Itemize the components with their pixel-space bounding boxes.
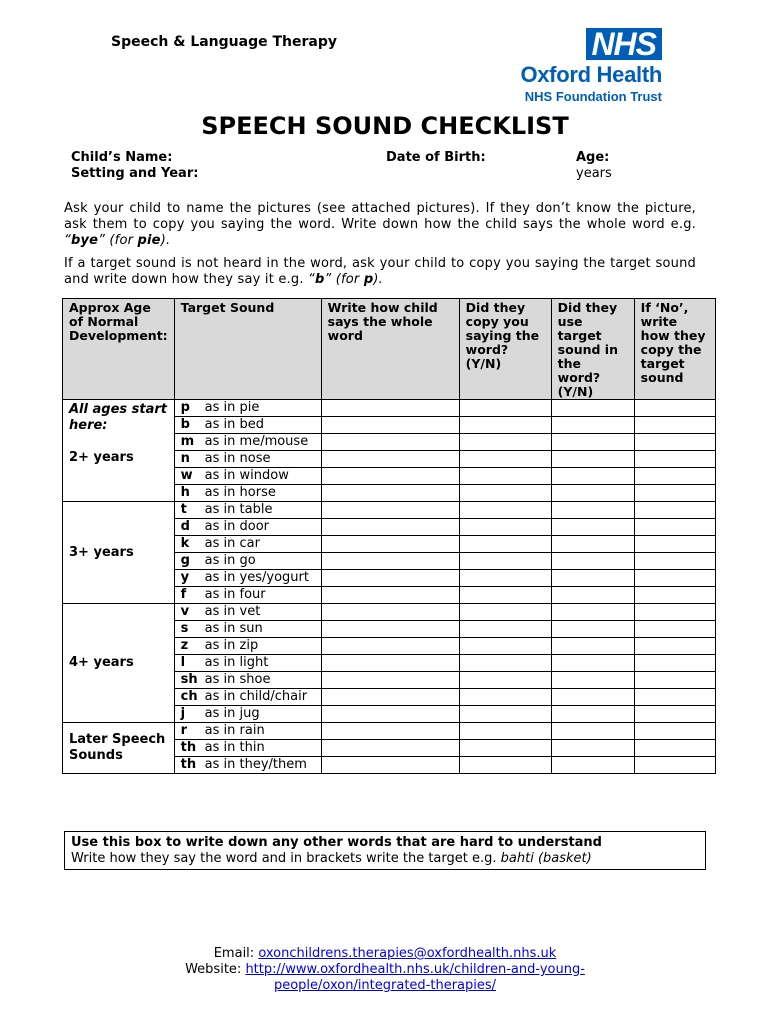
setting-year-label: Setting and Year: [71, 166, 199, 181]
answer-slot[interactable] [635, 484, 715, 501]
sound-example: as in rain [204, 723, 265, 738]
table-row [63, 400, 716, 502]
age-group-label: 4+ years [69, 655, 134, 670]
answer-slot[interactable] [635, 586, 715, 603]
sound-example: as in sun [204, 621, 263, 636]
sound-example: as in pie [204, 400, 260, 415]
target-sound-item [175, 450, 321, 467]
answer-word-cell[interactable] [321, 400, 459, 502]
website-link[interactable]: http://www.oxfordhealth.nhs.uk/children-and-young-people/oxon/integrated-therapies/ [245, 962, 585, 993]
notes-box-example: bahti (basket) [500, 851, 592, 866]
answer-slot[interactable] [635, 671, 715, 688]
email-link[interactable]: oxonchildrens.therapies@oxfordhealth.nhs.uk [258, 946, 557, 961]
header-copied: Did they copy you saying the word? (Y/N) [459, 299, 551, 400]
answer-slot[interactable] [635, 552, 715, 569]
sound-example: as in yes/yogurt [204, 570, 309, 585]
age-group-label: Later Speech Sounds [69, 732, 166, 763]
answer-used-cell[interactable] [551, 400, 634, 502]
age-unit: years [576, 166, 612, 181]
answer-slot[interactable] [460, 671, 551, 688]
target-sound-item [175, 518, 321, 535]
instruction-paragraph-2: If a target sound is not heard in the word, ask your child to copy you saying the target sound and write down how they say it e.g. “b” (for p). [64, 256, 696, 287]
sound-example: as in child/chair [204, 689, 308, 704]
answer-copied-cell[interactable] [459, 502, 551, 604]
answer-slot[interactable] [460, 756, 551, 773]
target-sound-item [175, 552, 321, 569]
age-intro-label: All ages start here: [69, 402, 168, 433]
target-sound-item [175, 739, 321, 756]
answer-slot[interactable] [322, 620, 459, 637]
answer-slot[interactable] [322, 433, 459, 450]
sound-letter: g [180, 553, 190, 568]
answer-if-no-cell[interactable] [634, 400, 715, 502]
answer-slot[interactable] [552, 450, 634, 467]
answer-slot[interactable] [552, 484, 634, 501]
footer [0, 946, 770, 994]
answer-slot[interactable] [460, 739, 551, 756]
answer-if-no-cell[interactable] [634, 723, 715, 774]
age-group-cell [63, 723, 175, 774]
answer-slot[interactable] [460, 502, 551, 518]
sound-example: as in car [204, 536, 260, 551]
answer-slot[interactable] [460, 723, 551, 739]
department-name: Speech & Language Therapy [111, 34, 337, 50]
answer-slot[interactable] [635, 535, 715, 552]
answer-slot[interactable] [322, 637, 459, 654]
answer-copied-cell[interactable] [459, 400, 551, 502]
target-sound-item [175, 484, 321, 501]
sound-example: as in me/mouse [204, 434, 309, 449]
answer-slot[interactable] [322, 688, 459, 705]
footer-email: Email: oxonchildrens.therapies@oxfordhealth.nhs.uk [213, 946, 557, 961]
target-sound-item [175, 723, 321, 739]
sound-example: as in door [204, 519, 270, 534]
sound-letter: w [180, 468, 193, 483]
answer-slot[interactable] [322, 604, 459, 620]
answer-slot[interactable] [552, 705, 634, 722]
answer-copied-cell[interactable] [459, 604, 551, 723]
notes-box-text: Write how they say the word and in brackets write the target e.g. bahti (basket) [71, 851, 592, 866]
answer-slot[interactable] [322, 671, 459, 688]
answer-slot[interactable] [460, 637, 551, 654]
sound-example: as in bed [204, 417, 265, 432]
answer-slot[interactable] [635, 604, 715, 620]
target-sound-item [175, 637, 321, 654]
answer-slot[interactable] [552, 535, 634, 552]
sound-letter: r [180, 723, 188, 738]
table-row [63, 604, 716, 723]
answer-slot[interactable] [552, 671, 634, 688]
target-sounds-cell [174, 400, 321, 502]
sound-letter: p [180, 400, 190, 415]
answer-slot[interactable] [635, 433, 715, 450]
answer-slot[interactable] [552, 620, 634, 637]
answer-slot[interactable] [635, 637, 715, 654]
target-sound-item [175, 756, 321, 773]
speech-sound-table [62, 298, 716, 774]
header-used-sound: Did they use target sound in the word? (Y/N) [551, 299, 634, 400]
answer-slot[interactable] [460, 535, 551, 552]
answer-slot[interactable] [552, 654, 634, 671]
nhs-logo [520, 28, 662, 104]
target-sound-item [175, 688, 321, 705]
answer-slot[interactable] [322, 705, 459, 722]
answer-if-no-cell[interactable] [634, 604, 715, 723]
nhs-logo-mark: NHS [586, 28, 662, 60]
target-sound-item [175, 671, 321, 688]
answer-slot[interactable] [552, 604, 634, 620]
sound-example: as in shoe [204, 672, 271, 687]
table-row [63, 723, 716, 774]
target-sound-item [175, 502, 321, 518]
answer-slot[interactable] [460, 604, 551, 620]
target-sound-item [175, 535, 321, 552]
answer-slot[interactable] [322, 739, 459, 756]
answer-slot[interactable] [552, 416, 634, 433]
header-age: Approx Age of Normal Development: [63, 299, 175, 400]
target-sound-item [175, 433, 321, 450]
answer-slot[interactable] [460, 705, 551, 722]
sound-example: as in jug [204, 706, 260, 721]
answer-slot[interactable] [635, 756, 715, 773]
spacer [69, 434, 168, 450]
answer-used-cell[interactable] [551, 502, 634, 604]
answer-slot[interactable] [322, 484, 459, 501]
header-target-sound: Target Sound [174, 299, 321, 400]
header-write-word: Write how child says the whole word [321, 299, 459, 400]
footer-website: Website: http://www.oxfordhealth.nhs.uk/children-and-young-people/oxon/integrated-therapies/ [185, 962, 585, 993]
target-sound-item [175, 705, 321, 722]
answer-slot[interactable] [635, 467, 715, 484]
answer-slot[interactable] [460, 467, 551, 484]
answer-slot[interactable] [322, 723, 459, 739]
answer-slot[interactable] [460, 433, 551, 450]
target-sound-item [175, 467, 321, 484]
answer-slot[interactable] [322, 467, 459, 484]
sound-letter: th [180, 740, 197, 755]
answer-slot[interactable] [552, 586, 634, 603]
answer-slot[interactable] [635, 400, 715, 416]
notes-box-heading: Use this box to write down any other words that are hard to understand [71, 835, 602, 850]
answer-slot[interactable] [460, 484, 551, 501]
answer-slot[interactable] [322, 552, 459, 569]
answer-slot[interactable] [460, 569, 551, 586]
answer-slot[interactable] [552, 637, 634, 654]
target-sounds-cell [174, 723, 321, 774]
sound-letter: z [180, 638, 189, 653]
sound-letter: sh [180, 672, 198, 687]
sound-letter: h [180, 485, 190, 500]
answer-used-cell[interactable] [551, 723, 634, 774]
sound-letter: th [180, 757, 197, 772]
age-group-cell [63, 502, 175, 604]
answer-slot[interactable] [552, 400, 634, 416]
answer-slot[interactable] [635, 518, 715, 535]
answer-slot[interactable] [635, 502, 715, 518]
header-if-no: If ‘No’, write how they copy the target sound [634, 299, 715, 400]
answer-slot[interactable] [635, 450, 715, 467]
answer-slot[interactable] [322, 756, 459, 773]
age-group-label: 2+ years [69, 450, 134, 465]
answer-slot[interactable] [552, 723, 634, 739]
answer-slot[interactable] [460, 450, 551, 467]
answer-slot[interactable] [635, 688, 715, 705]
sound-example: as in thin [204, 740, 265, 755]
target-sound-item [175, 569, 321, 586]
logo-org-name: Oxford Health [520, 62, 662, 87]
answer-slot[interactable] [322, 569, 459, 586]
sound-example: as in vet [204, 604, 261, 619]
age-group-label: 3+ years [69, 544, 134, 560]
sound-letter: t [180, 502, 187, 517]
sound-letter: m [180, 434, 195, 449]
instruction-paragraph-1: Ask your child to name the pictures (see attached pictures). If they don’t know the picture, ask them to copy you saying the word. Write down how the child says the whole word e.g. “bye” (for pie). [64, 201, 696, 248]
table-header-row [63, 299, 716, 400]
answer-word-cell[interactable] [321, 502, 459, 604]
target-sound-item [175, 620, 321, 637]
answer-slot[interactable] [460, 654, 551, 671]
answer-slot[interactable] [635, 654, 715, 671]
answer-slot[interactable] [322, 518, 459, 535]
answer-slot[interactable] [460, 400, 551, 416]
table-row [63, 502, 716, 604]
answer-slot[interactable] [552, 467, 634, 484]
sound-example: as in light [204, 655, 269, 670]
answer-slot[interactable] [635, 416, 715, 433]
answer-slot[interactable] [635, 705, 715, 722]
answer-slot[interactable] [552, 756, 634, 773]
sound-letter: d [180, 519, 190, 534]
answer-slot[interactable] [635, 723, 715, 739]
sound-example: as in they/them [204, 757, 307, 772]
answer-slot[interactable] [460, 518, 551, 535]
child-name-label: Child’s Name: [71, 150, 173, 165]
age-group-cell [63, 400, 175, 502]
target-sound-item [175, 654, 321, 671]
answer-slot[interactable] [322, 535, 459, 552]
sound-letter: j [180, 706, 186, 721]
sound-letter: l [180, 655, 186, 670]
sound-letter: y [180, 570, 190, 585]
sound-letter: v [180, 604, 190, 619]
answer-slot[interactable] [460, 620, 551, 637]
sound-letter: s [180, 621, 189, 636]
sound-letter: b [180, 417, 190, 432]
target-sound-item [175, 604, 321, 620]
answer-if-no-cell[interactable] [634, 502, 715, 604]
notes-box[interactable] [64, 831, 706, 870]
sound-example: as in nose [204, 451, 271, 466]
answer-used-cell[interactable] [551, 604, 634, 723]
sound-example: as in zip [204, 638, 259, 653]
target-sound-item [175, 416, 321, 433]
age-group-cell [63, 604, 175, 723]
answer-slot[interactable] [552, 688, 634, 705]
answer-slot[interactable] [322, 400, 459, 416]
target-sound-item [175, 400, 321, 416]
target-sound-item [175, 586, 321, 603]
answer-slot[interactable] [552, 739, 634, 756]
answer-slot[interactable] [635, 739, 715, 756]
answer-slot[interactable] [552, 502, 634, 518]
answer-slot[interactable] [460, 688, 551, 705]
answer-slot[interactable] [322, 450, 459, 467]
age-label: Age: [576, 150, 610, 165]
sound-example: as in table [204, 502, 273, 517]
sound-example: as in window [204, 468, 289, 483]
answer-word-cell[interactable] [321, 723, 459, 774]
answer-word-cell[interactable] [321, 604, 459, 723]
answer-slot[interactable] [322, 586, 459, 603]
answer-slot[interactable] [552, 552, 634, 569]
target-sounds-cell [174, 604, 321, 723]
answer-slot[interactable] [635, 569, 715, 586]
sound-letter: ch [180, 689, 198, 704]
answer-slot[interactable] [322, 416, 459, 433]
answer-slot[interactable] [552, 569, 634, 586]
logo-trust-name: NHS Foundation Trust [524, 89, 662, 104]
answer-slot[interactable] [322, 654, 459, 671]
answer-slot[interactable] [635, 620, 715, 637]
answer-slot[interactable] [460, 416, 551, 433]
sound-letter: f [180, 587, 187, 602]
sound-letter: k [180, 536, 190, 551]
target-sounds-cell [174, 502, 321, 604]
sound-example: as in four [204, 587, 266, 602]
answer-slot[interactable] [552, 433, 634, 450]
sound-example: as in horse [204, 485, 276, 500]
answer-slot[interactable] [322, 502, 459, 518]
page-title: SPEECH SOUND CHECKLIST [201, 112, 569, 140]
answer-slot[interactable] [460, 552, 551, 569]
sound-letter: n [180, 451, 190, 466]
answer-slot[interactable] [460, 586, 551, 603]
answer-slot[interactable] [552, 518, 634, 535]
sound-example: as in go [204, 553, 256, 568]
dob-label: Date of Birth: [386, 150, 486, 165]
answer-copied-cell[interactable] [459, 723, 551, 774]
